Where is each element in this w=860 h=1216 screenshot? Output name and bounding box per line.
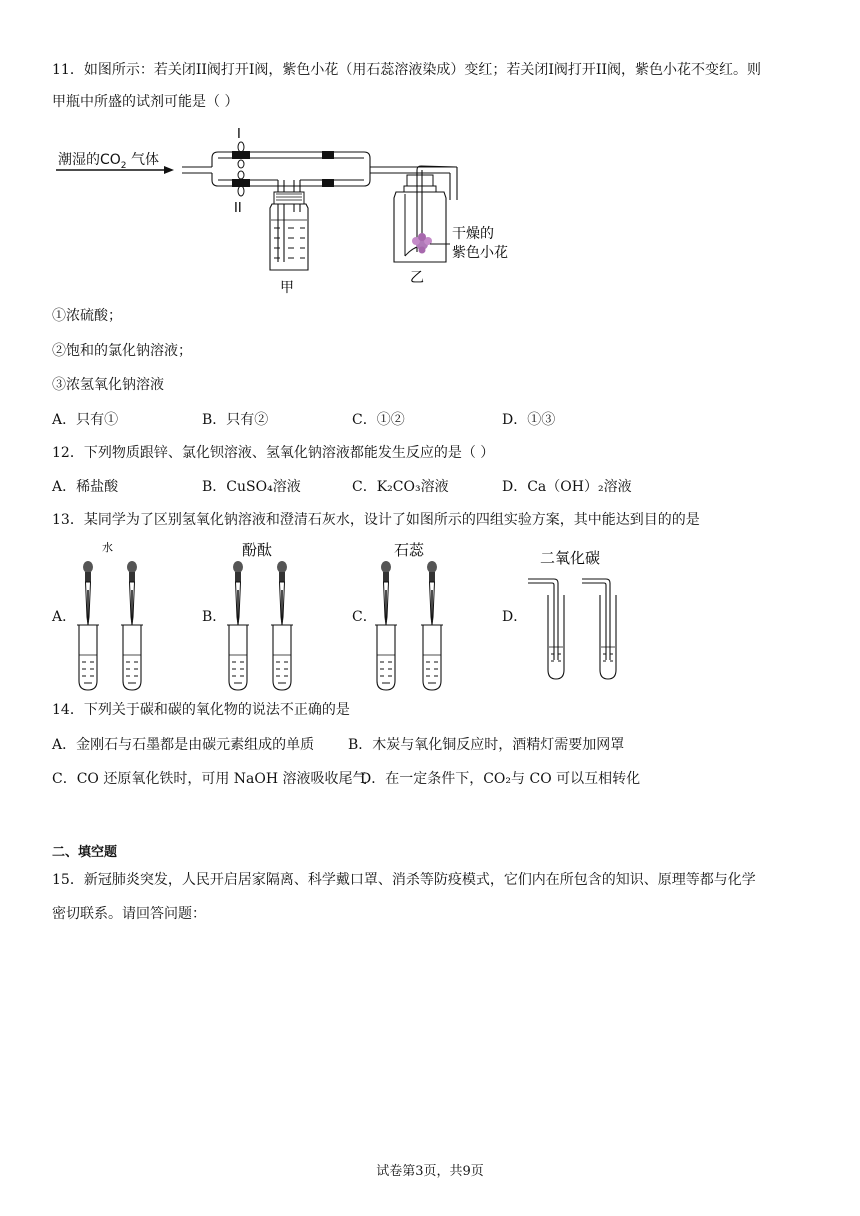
q12-stem: 12．下列物质跟锌、氯化钡溶液、氢氧化钠溶液都能发生反应的是（ ）: [52, 445, 495, 461]
q13-b-setup: [227, 541, 293, 690]
page-footer: 试卷第3页，共9页: [376, 1164, 484, 1179]
q11-option-a[interactable]: A．只有①: [52, 412, 119, 428]
valve-1-label: I: [237, 127, 241, 142]
q13-d-setup: [528, 549, 616, 679]
q13-c-setup: [375, 541, 443, 690]
section-title: 二、填空题: [52, 845, 118, 860]
q13-option-d[interactable]: D．: [502, 609, 528, 625]
q13-stem: 13．某同学为了区别氢氧化钠溶液和澄清石灰水，设计了如图所示的四组实验方案，其中能达到目的的是: [52, 512, 700, 528]
q13-option-a[interactable]: A．: [52, 609, 77, 625]
bottle-yi-label: 乙: [410, 270, 424, 286]
q13-a-setup: [77, 540, 143, 690]
q11-item-2: ②饱和的氯化钠溶液；: [52, 343, 192, 359]
q13-option-b[interactable]: B．: [202, 609, 227, 625]
bottle-jia: [270, 192, 308, 270]
q13-c-reagent: 石蕊: [394, 541, 425, 559]
q12-option-c[interactable]: C．K₂CO₃溶液: [352, 479, 449, 495]
q11-option-c[interactable]: C．①②: [352, 412, 405, 428]
q11-option-d[interactable]: D．①③: [502, 412, 556, 428]
flower-label-line2: 紫色小花: [452, 245, 508, 261]
q15-stem-line2: 密切联系。请回答问题：: [52, 906, 206, 922]
q11-item-3: ③浓氢氧化钠溶液: [52, 377, 164, 393]
q14-option-b[interactable]: B．木炭与氧化铜反应时，酒精灯需要加网罩: [348, 737, 625, 753]
q12-option-b[interactable]: B．CuSO₄溶液: [202, 479, 301, 495]
q11-item-1: ①浓硫酸；: [52, 308, 122, 324]
q13-a-reagent: 水: [102, 541, 113, 554]
q11-stem-line1: 11．如图所示：若关闭II阀打开I阀，紫色小花（用石蕊溶液染成）变红；若关闭I阀打开II阀，紫色小花不变红。则: [52, 62, 761, 78]
q11-option-b[interactable]: B．只有②: [202, 412, 269, 428]
q14-option-c[interactable]: C．CO 还原氧化铁时，可用 NaOH 溶液吸收尾气: [52, 771, 367, 787]
q13-option-c[interactable]: C．: [352, 609, 377, 625]
q13-d-reagent: 二氧化碳: [540, 549, 601, 567]
q14-option-a[interactable]: A．金刚石与石墨都是由碳元素组成的单质: [52, 737, 315, 753]
q12-option-a[interactable]: A．稀盐酸: [52, 479, 119, 495]
q11-apparatus-figure: [52, 120, 532, 295]
q14-option-d[interactable]: D．在一定条件下，CO₂与 CO 可以互相转化: [360, 771, 641, 787]
q11-stem-line2: 甲瓶中所盛的试剂可能是（ ）: [52, 94, 239, 110]
q14-stem: 14．下列关于碳和碳的氧化物的说法不正确的是: [52, 702, 350, 718]
valve-2-label: II: [234, 201, 242, 216]
flower-label-line1: 干燥的: [452, 226, 494, 242]
q12-option-d[interactable]: D．Ca（OH）₂溶液: [502, 479, 632, 495]
q13-b-reagent: 酚酞: [242, 541, 273, 559]
gas-label: 潮湿的$CO_2$ 气体: [58, 152, 159, 171]
q13-figure: [52, 535, 652, 695]
q15-stem-line1: 15．新冠肺炎突发，人民开启居家隔离、科学戴口罩、消杀等防疫模式，它们内在所包含的知识、原理等都与化学: [52, 872, 756, 888]
bottle-jia-label: 甲: [280, 280, 294, 295]
